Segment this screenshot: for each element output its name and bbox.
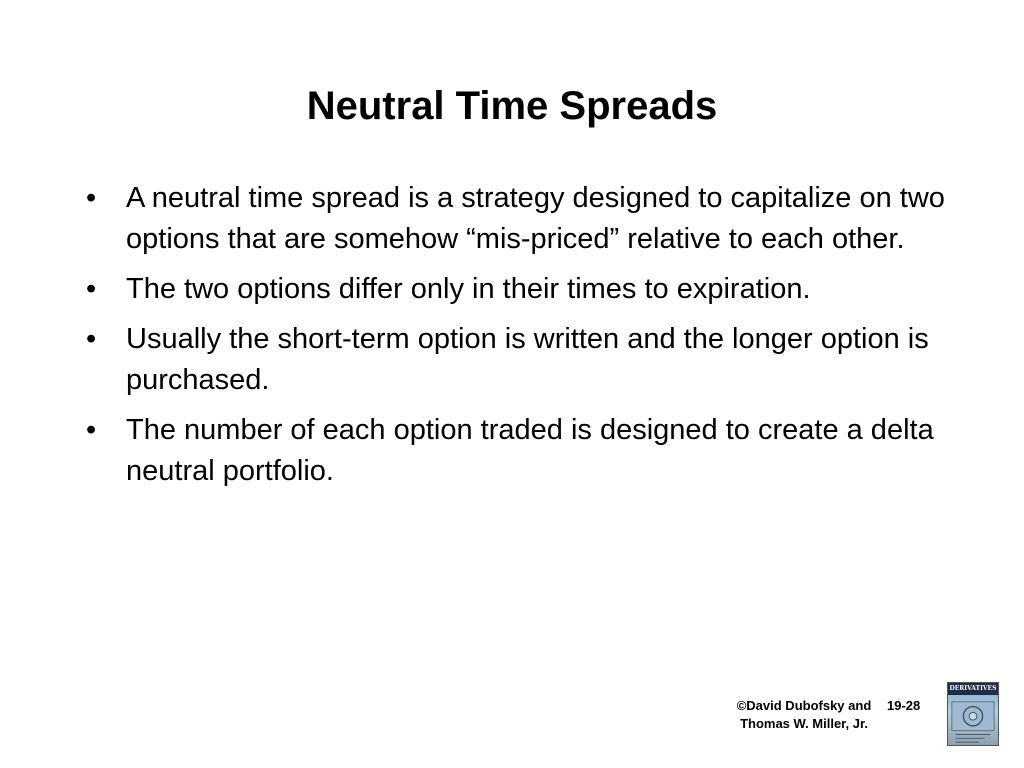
- book-cover-title: DERIVATIVES: [948, 683, 998, 695]
- bullet-icon: •: [86, 273, 97, 305]
- bullet-icon: •: [86, 414, 97, 446]
- bullet-text: The two options differ only in their times to expiration.: [126, 273, 811, 305]
- bullet-item: [84, 319, 964, 401]
- bullet-icon: •: [86, 323, 97, 355]
- book-cover-image: [947, 682, 999, 746]
- bullet-text: A neutral time spread is a strategy designed to capitalize on two options that are somehow “mis-priced” relative to each other.: [126, 182, 945, 255]
- page-number: 19-28: [887, 698, 921, 713]
- slide-title: Neutral Time Spreads: [306, 84, 718, 128]
- copyright-line-2: Thomas W. Miller, Jr.: [740, 716, 868, 731]
- copyright-line-1: ©David Dubofsky and: [736, 698, 872, 713]
- book-cover-art-icon: [948, 695, 998, 746]
- bullet-item: [84, 178, 964, 260]
- bullet-text: The number of each option traded is designed to create a delta neutral portfolio.: [126, 414, 934, 487]
- bullet-item: [84, 410, 964, 492]
- bullet-text: Usually the short-term option is written and the longer option is purchased.: [126, 323, 929, 396]
- bullet-item: [84, 269, 964, 310]
- bullet-list: [84, 178, 964, 501]
- bullet-icon: •: [86, 182, 97, 214]
- footer-copyright: [720, 697, 888, 733]
